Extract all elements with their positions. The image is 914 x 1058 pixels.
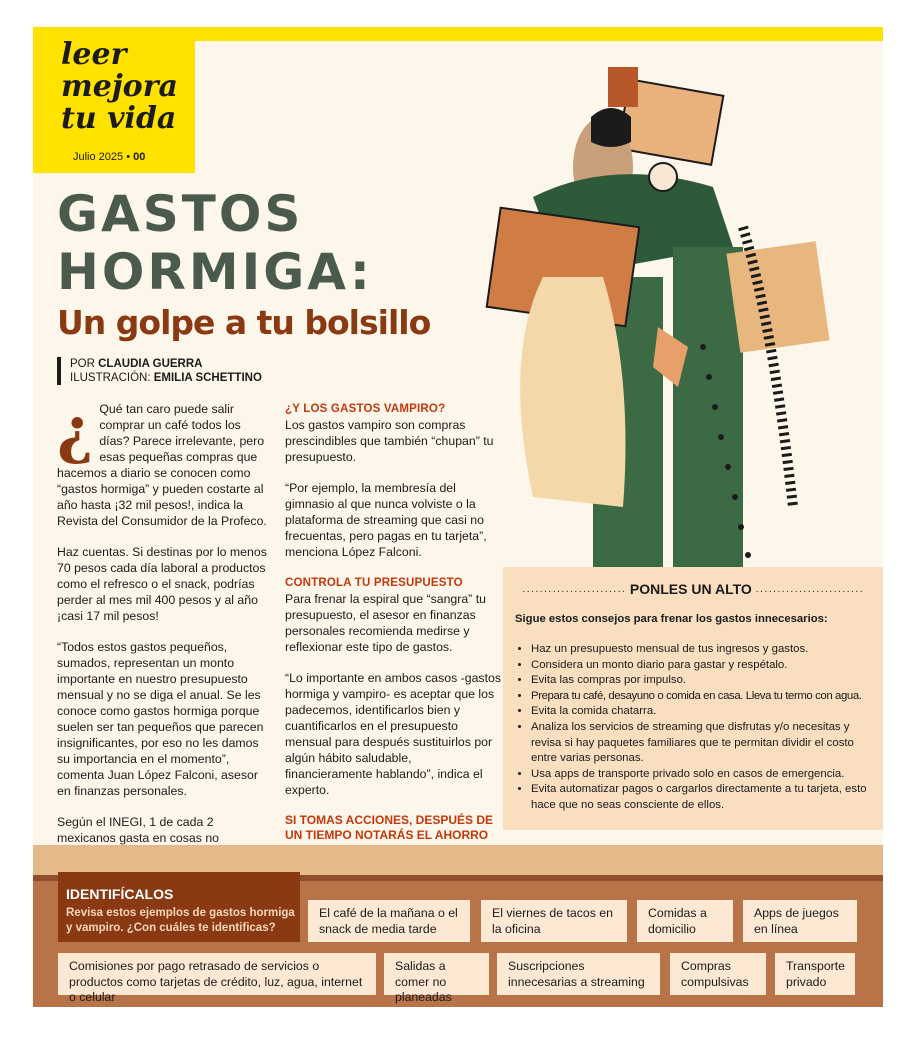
- section-heading-budget: CONTROLA TU PRESUPUESTO: [285, 577, 463, 589]
- paragraph: “Lo importante en ambos casos -gastos hormiga y vampiro- es aceptar que los padecemos, identificarlos bien y cuantificarlos en el presupuesto mensual para después sustituirlos por algún hábito saludable, financieramente hablando”, indica el experto.: [285, 671, 501, 797]
- drop-cap: ¿: [57, 394, 94, 467]
- example-card: El viernes de tacos en la oficina: [481, 900, 627, 942]
- subheadline: Un golpe a tu bolsillo: [57, 303, 431, 342]
- article-column-2: [285, 401, 501, 858]
- example-card: Suscripciones innecesarias a streaming: [497, 953, 660, 995]
- illustrator-label: ILUSTRACIÓN:: [70, 372, 154, 384]
- paragraph: Haz cuentas. Si destinas por lo menos 70 pesos cada día laboral a productos como el refresco o el snack, podrías perder al mes mil 400 pesos y al año ¡casi 17 mil pesos!: [57, 545, 267, 623]
- tagline-line2: mejora: [61, 69, 178, 104]
- section-badge: [33, 27, 195, 173]
- identify-subtitle: Revisa estos ejemplos de gastos hormiga y vampiro. ¿Con cuáles te identificas?: [66, 907, 295, 934]
- author-name: CLAUDIA GUERRA: [98, 358, 203, 370]
- tip-item: • Considera un monto diario para gastar y respétalo.: [531, 658, 876, 674]
- issue-separator: •: [123, 151, 134, 163]
- article-column-1: [57, 394, 273, 877]
- paragraph: Los gastos vampiro son compras prescindibles que también “chupan” tu presupuesto.: [285, 418, 494, 464]
- paragraph: “Por ejemplo, la membresía del gimnasio al que nunca volviste o la plataforma de streaming que casi no frecuentas, pero pagas en tu tarjeta”, menciona López Falconi.: [285, 481, 487, 559]
- magazine-page: [33, 27, 883, 1007]
- paragraph: Qué tan caro puede salir comprar un café todos los días? Parece irrelevante, pero esas pequeñas compras que hacemos a diario se conocen como “gastos hormiga” y pueden costarte al año hasta ¡32 mil pesos!, indica la Revista del Consumidor de la Profeco.: [57, 402, 267, 528]
- byline: [57, 357, 262, 385]
- author-label: POR: [70, 358, 99, 370]
- paragraph: Para frenar la espiral que “sangra” tu presupuesto, el asesor en finanzas personales recomienda medirse y reflexionar este tipo de gastos.: [285, 592, 486, 654]
- example-card: Transporte privado: [775, 953, 855, 995]
- tagline-line3: tu vida: [61, 101, 177, 136]
- issue-info: [73, 151, 145, 163]
- tips-lead: Sigue estos consejos para frenar los gastos innecesarios:: [515, 613, 828, 625]
- tip-item: • Evita automatizar pagos o cargarlos directamente a tu tarjeta, esto hace que no seas consciente de ellos.: [531, 782, 876, 813]
- tip-item: • Haz un presupuesto mensual de tus ingresos y gastos.: [531, 642, 876, 658]
- tips-title: ························ PONLES UN ALTO ·························: [522, 581, 864, 597]
- identify-box: [58, 872, 300, 942]
- headline-line2: HORMIGA:: [57, 243, 373, 301]
- example-card: Comidas a domicilio: [637, 900, 733, 942]
- section-tagline: [61, 39, 191, 135]
- illustrator-name: EMILIA SCHETTINO: [153, 372, 262, 384]
- issue-date: Julio 2025: [73, 151, 124, 163]
- issue-number: 00: [133, 151, 146, 163]
- person-carrying-packages-illustration: [473, 47, 883, 567]
- example-card: Compras compulsivas: [670, 953, 766, 995]
- headline-line1: GASTOS: [57, 185, 304, 243]
- tip-item: • Evita la comida chatarra.: [531, 704, 876, 720]
- tip-item: • Evita las compras por impulso.: [531, 673, 876, 689]
- tip-item: • Analiza los servicios de streaming que disfrutas y/o necesitas y revisa si hay paquetes familiares que te permitan dividir el costo entre varias personas.: [531, 720, 876, 767]
- tagline-line1: leer: [61, 37, 127, 72]
- tip-item: • Prepara tu café, desayuno o comida en casa. Lleva tu termo con agua.: [531, 689, 876, 705]
- paragraph: “Todos estos gastos pequeños, sumados, representan un monto importante en nuestro presupuesto mensual y no se diga el anual. Se les conoce como gastos hormiga porque suelen ser tan pequeños que parecen insignificantes, por eso no les damos su importancia en el momento”, comenta Juan López Falconi, asesor en finanzas personales.: [57, 640, 264, 798]
- tips-list: [515, 642, 876, 814]
- example-card: Salidas a comer no planeadas: [384, 953, 489, 995]
- headline: [57, 185, 373, 301]
- example-card: El café de la mañana o el snack de media tarde: [308, 900, 470, 942]
- paragraph: Según el INEGI, 1 de cada 2 mexicanos gasta en cosas no: [57, 815, 220, 845]
- tip-item: • Usa apps de transporte privado solo en casos de emergencia.: [531, 767, 876, 783]
- example-card: Comisiones por pago retrasado de servicios o productos como tarjetas de crédito, luz, agua, internet o celular: [58, 953, 376, 995]
- section-heading-vampire: ¿Y LOS GASTOS VAMPIRO?: [285, 403, 446, 415]
- tips-box: [503, 567, 883, 830]
- example-card: Apps de juegos en línea: [743, 900, 857, 942]
- call-to-action: SI TOMAS ACCIONES, DESPUÉS DE UN TIEMPO NOTARÁS EL AHORRO: [285, 813, 494, 842]
- identify-title: IDENTIFÍCALOS: [66, 886, 174, 902]
